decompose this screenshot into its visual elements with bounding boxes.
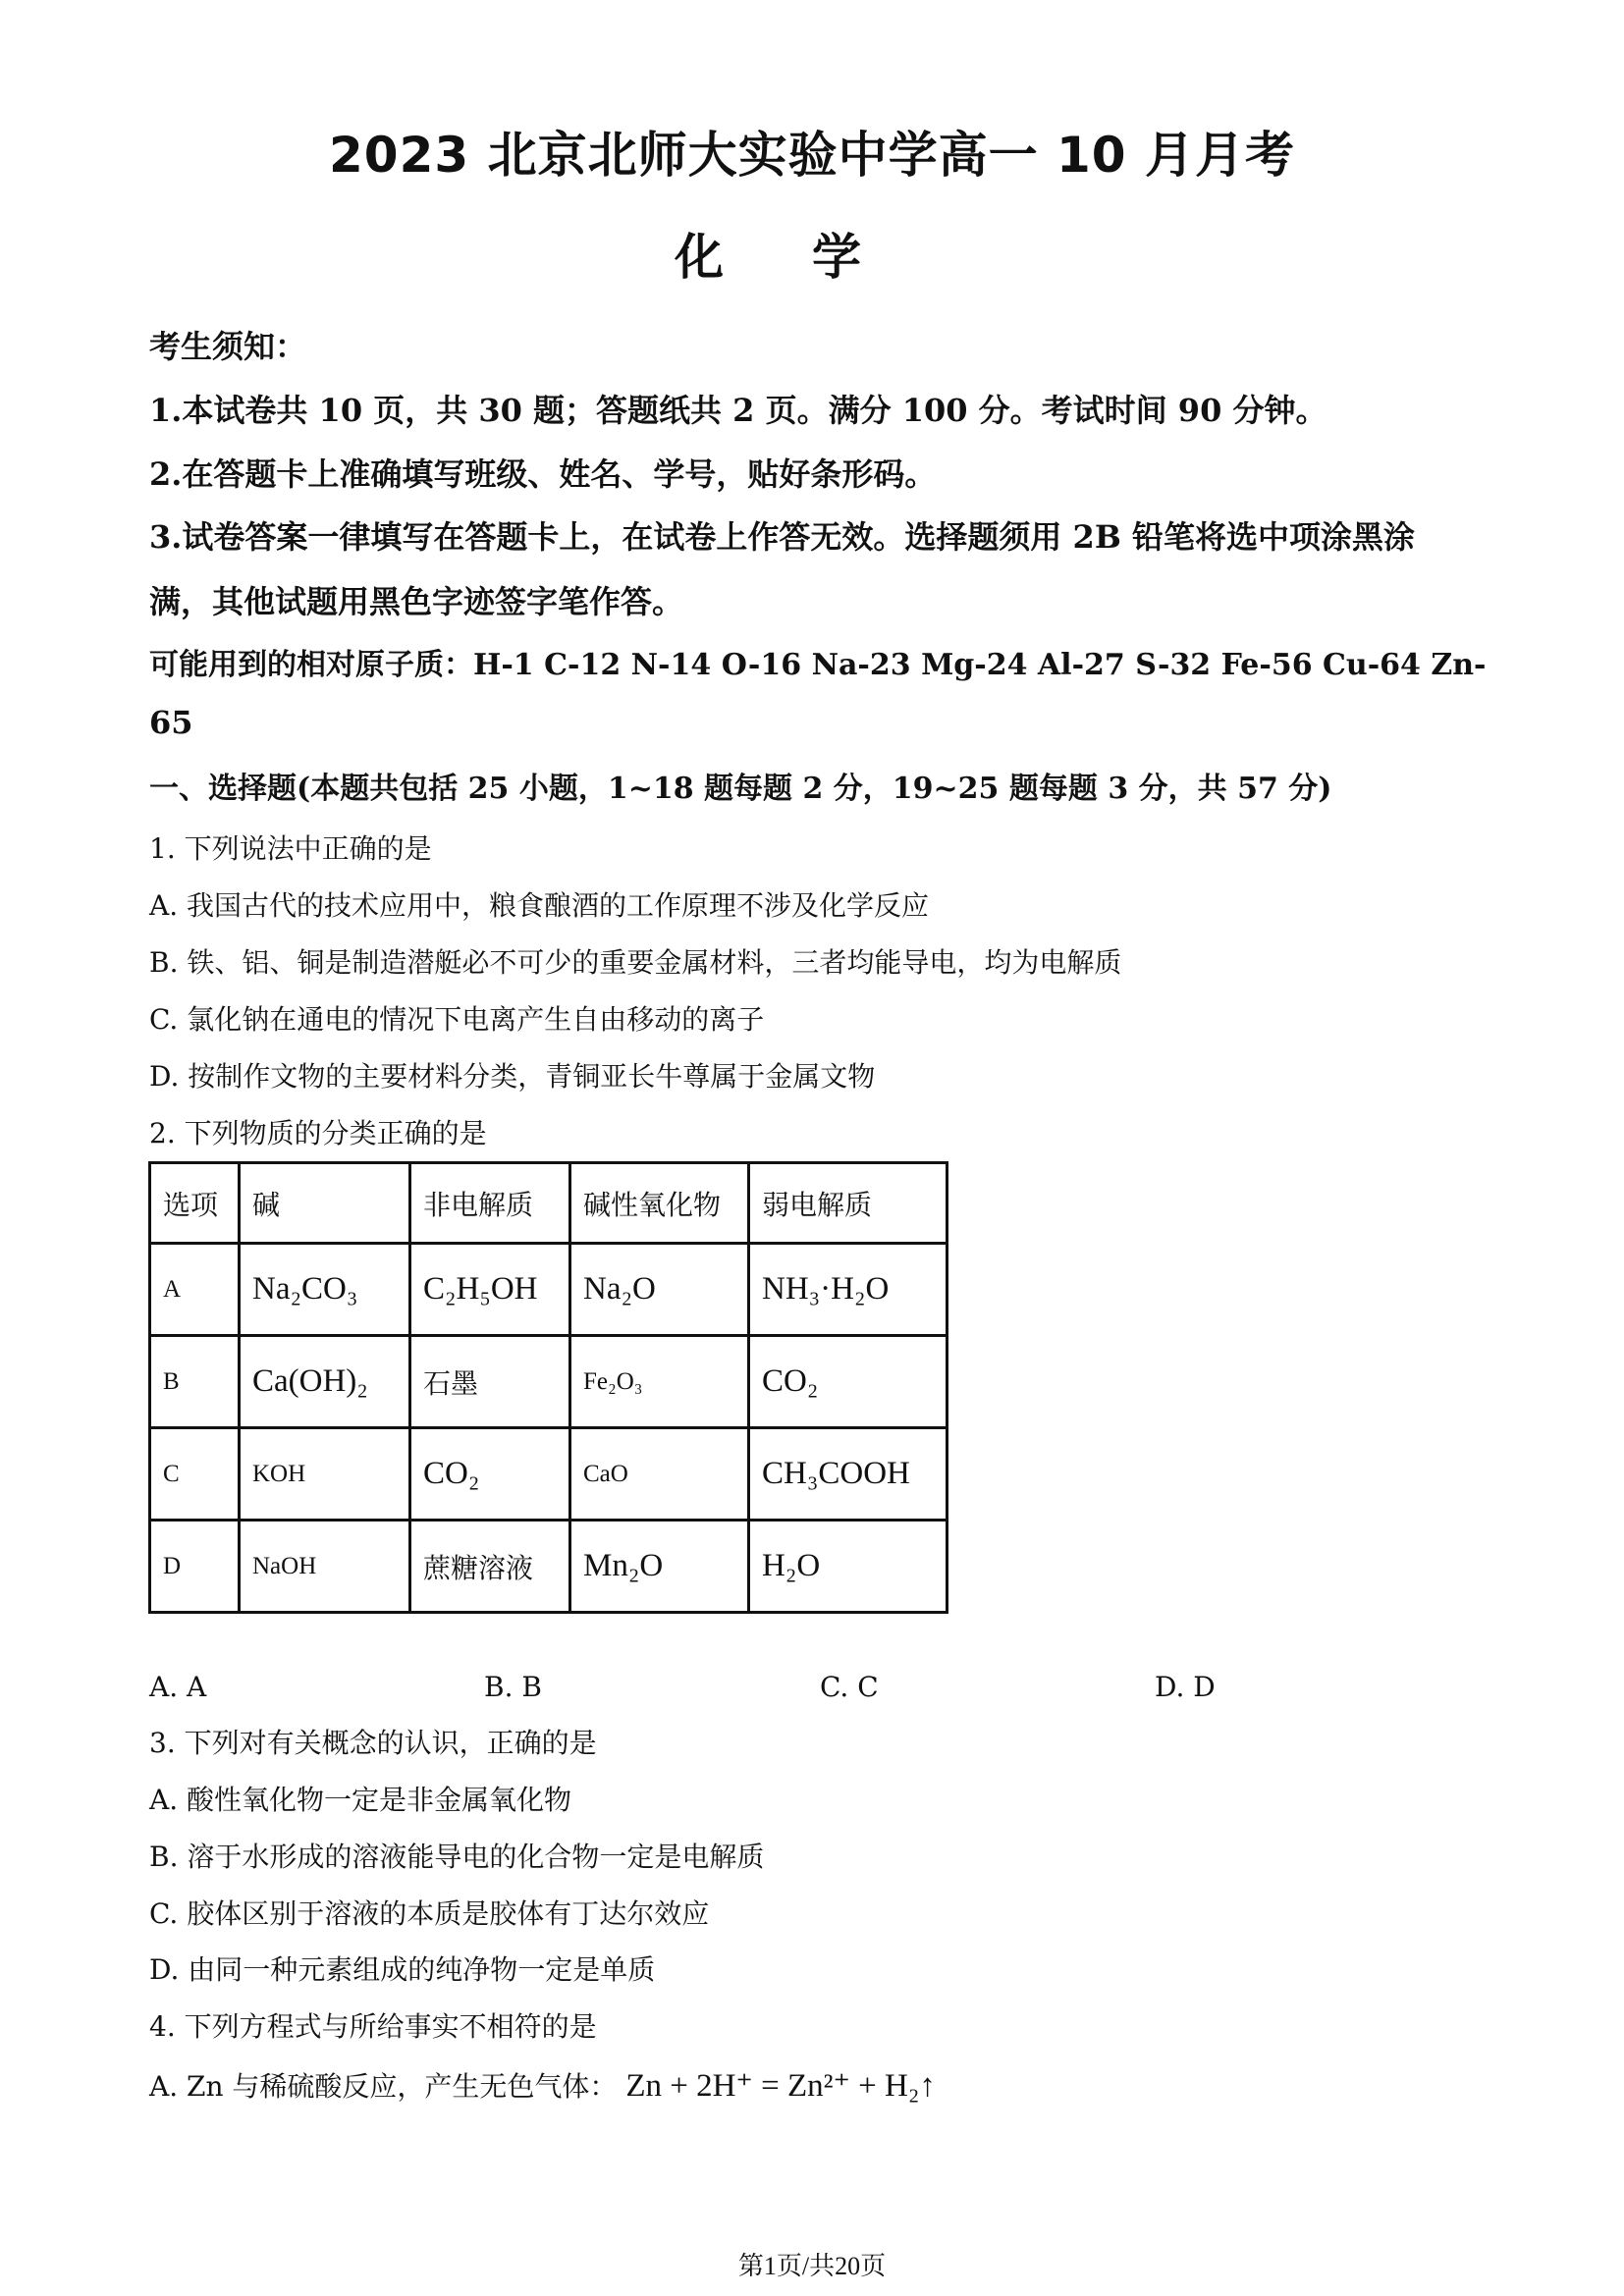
page-title: 2023 北京北师大实验中学高一 10 月月考 — [329, 127, 1295, 184]
table-cell: C₂H₅OH — [410, 1244, 570, 1336]
table-cell: CO₂ — [749, 1336, 947, 1428]
table-cell: D — [150, 1521, 240, 1613]
atomic-masses-cont: 65 — [149, 704, 193, 741]
q1-stem: 1. 下列说法中正确的是 — [149, 832, 432, 865]
table-cell: A — [150, 1244, 240, 1336]
table-cell: Na₂O — [570, 1244, 749, 1336]
table-header-cell: 碱性氧化物 — [570, 1163, 749, 1244]
notice-item-2: 2.在答题卡上准确填写班级、姓名、学号，贴好条形码。 — [149, 455, 937, 493]
notice-item-3-cont: 满，其他试题用黑色字迹签字笔作答。 — [149, 583, 684, 620]
atomic-masses: 可能用到的相对原子质：H-1 C-12 N-14 O-16 Na-23 Mg-24 Al-27 S-32 Fe-56 Cu-64 Zn- — [149, 648, 1487, 682]
q3-option-a: A. 酸性氧化物一定是非金属氧化物 — [149, 1784, 572, 1816]
q2-option-b: B. B — [484, 1671, 542, 1703]
q4-option-a-equation: Zn + 2H⁺ = Zn²⁺ + H₂↑ — [625, 2068, 936, 2104]
page-number: 第1页/共20页 — [737, 2252, 887, 2280]
q4-option-a-text: A. Zn 与稀硫酸反应，产生无色气体： — [149, 2070, 618, 2103]
table-cell: CaO — [570, 1428, 749, 1521]
table-header-cell: 非电解质 — [410, 1163, 570, 1244]
table-cell: KOH — [240, 1428, 410, 1521]
q4-option-a — [149, 2065, 1485, 2105]
q1-option-b: B. 铁、铝、铜是制造潜艇必不可少的重要金属材料，三者均能导电，均为电解质 — [149, 946, 1122, 979]
q2-option-a: A. A — [149, 1671, 207, 1703]
q4-stem: 4. 下列方程式与所给事实不相符的是 — [149, 2010, 597, 2043]
q2-option-c: C. C — [820, 1671, 879, 1703]
notice-item-3: 3.试卷答案一律填写在答题卡上，在试卷上作答无效。选择题须用 2B 铅笔将选中项涂黑涂 — [149, 518, 1416, 556]
classification-table — [148, 1161, 948, 1614]
table-cell: Na₂CO₃ — [240, 1244, 410, 1336]
table-cell: 蔗糖溶液 — [410, 1521, 570, 1613]
q3-option-c: C. 胶体区别于溶液的本质是胶体有丁达尔效应 — [149, 1897, 710, 1930]
table-cell: H₂O — [749, 1521, 947, 1613]
table-cell: Fe₂O₃ — [570, 1336, 749, 1428]
table-row — [150, 1244, 947, 1336]
q1-option-a: A. 我国古代的技术应用中，粮食酿酒的工作原理不涉及化学反应 — [149, 889, 930, 922]
table-cell: NH₃·H₂O — [749, 1244, 947, 1336]
subject-title: 化学 — [675, 229, 949, 286]
table-header-cell: 选项 — [150, 1163, 240, 1244]
table-header-row — [150, 1163, 947, 1244]
section-heading: 一、选择题(本题共包括 25 小题，1~18 题每题 2 分，19~25 题每题 3 分，共 57 分) — [149, 772, 1332, 806]
notice-heading: 考生须知： — [149, 328, 307, 365]
q2-option-d: D. D — [1155, 1671, 1216, 1703]
table-cell: C — [150, 1428, 240, 1521]
table-cell: B — [150, 1336, 240, 1428]
table-cell: 石墨 — [410, 1336, 570, 1428]
table-cell: NaOH — [240, 1521, 410, 1613]
table-row — [150, 1521, 947, 1613]
table-row — [150, 1428, 947, 1521]
q2-stem: 2. 下列物质的分类正确的是 — [149, 1117, 487, 1149]
table-row — [150, 1336, 947, 1428]
table-cell: CH₃COOH — [749, 1428, 947, 1521]
q3-stem: 3. 下列对有关概念的认识，正确的是 — [149, 1727, 597, 1759]
notice-item-1: 1.本试卷共 10 页，共 30 题；答题纸共 2 页。满分 100 分。考试时间 90 分钟。 — [149, 392, 1327, 429]
table-header-cell: 弱电解质 — [749, 1163, 947, 1244]
q3-option-d: D. 由同一种元素组成的纯净物一定是单质 — [149, 1953, 656, 1986]
q1-option-c: C. 氯化钠在通电的情况下电离产生自由移动的离子 — [149, 1003, 765, 1036]
table-cell: Ca(OH)₂ — [240, 1336, 410, 1428]
table-header-cell: 碱 — [240, 1163, 410, 1244]
q1-option-d: D. 按制作文物的主要材料分类，青铜亚长牛尊属于金属文物 — [149, 1060, 876, 1093]
table-cell: Mn₂O — [570, 1521, 749, 1613]
table-cell: CO₂ — [410, 1428, 570, 1521]
q3-option-b: B. 溶于水形成的溶液能导电的化合物一定是电解质 — [149, 1841, 765, 1873]
